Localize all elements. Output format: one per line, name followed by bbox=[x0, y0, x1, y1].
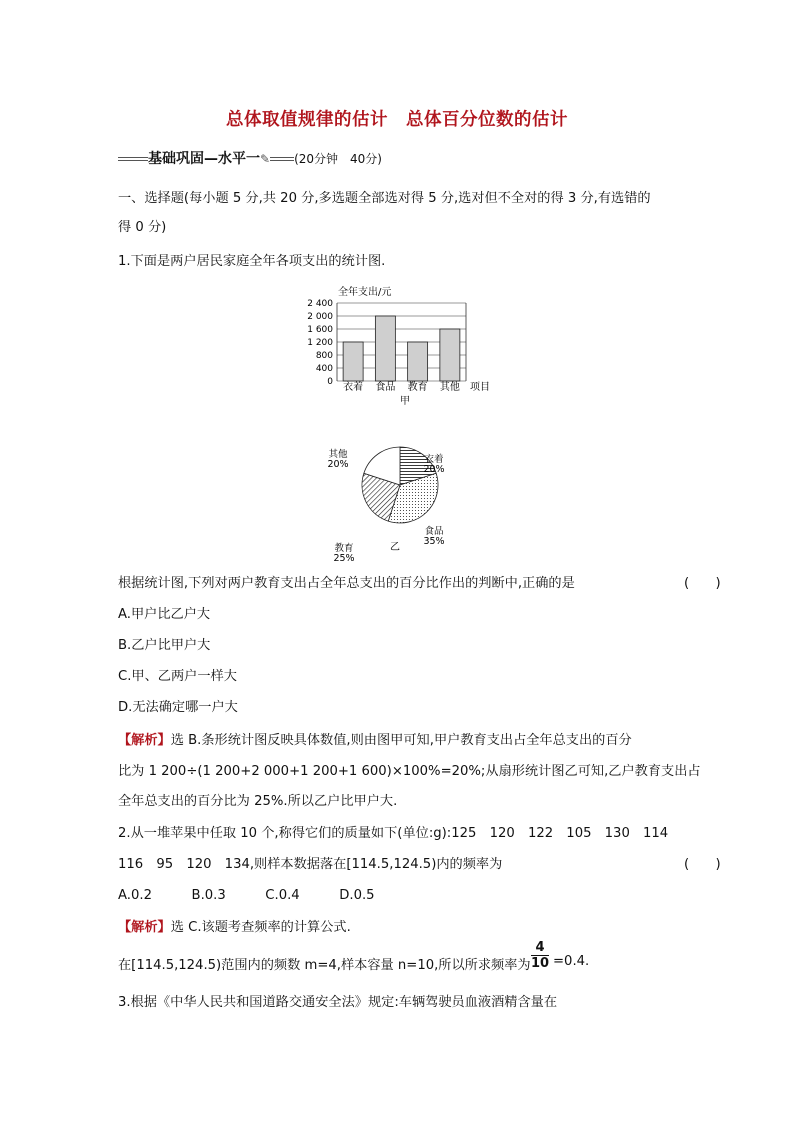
bar-chart-caption: 甲 bbox=[400, 396, 410, 407]
bar-chart-title: 全年支出/元 bbox=[338, 287, 392, 298]
q2-analysis-line1 bbox=[118, 916, 351, 935]
q2-options: A.0.2 B.0.3 C.0.4 D.0.5 bbox=[118, 888, 375, 903]
pie-label: 教育 bbox=[334, 543, 354, 554]
bar-xtick-label: 食品 bbox=[375, 382, 396, 393]
q3-line1: 3.根据《中华人民共和国道路交通安全法》规定:车辆驾驶员血液酒精含量在 bbox=[118, 995, 558, 1010]
bar-chart-jia bbox=[300, 283, 500, 408]
q1-analysis-line1 bbox=[118, 729, 632, 748]
q1-analysis-label: 【解析】 bbox=[118, 733, 171, 748]
section-header bbox=[118, 148, 382, 168]
bar-ytick-label: 2 400 bbox=[307, 299, 333, 309]
pie-value-label: 20% bbox=[327, 459, 349, 470]
bar-食品 bbox=[375, 316, 395, 381]
bar-xtick-label: 教育 bbox=[407, 382, 428, 393]
pie-label: 其他 bbox=[328, 449, 348, 460]
bar-chart-bars bbox=[343, 316, 460, 381]
section-rule-right bbox=[270, 157, 294, 161]
q1-analysis-text1: 选 B.条形统计图反映具体数值,则由图甲可知,甲户教育支出占全年总支出的百分 bbox=[170, 733, 632, 748]
pie-value-label: 25% bbox=[333, 553, 355, 564]
q2-analysis-tail: =0.4. bbox=[553, 954, 590, 969]
bar-chart-xlabel: 项目 bbox=[470, 382, 490, 393]
bar-衣着 bbox=[343, 342, 363, 381]
page-title: 总体取值规律的估计 总体百分位数的估计 bbox=[226, 110, 568, 130]
q1-answer-bracket: ( ) bbox=[684, 576, 721, 591]
pencil-icon: ✎ bbox=[260, 152, 271, 166]
bar-ytick-label: 2 000 bbox=[307, 312, 333, 322]
section-label: 基础巩固—水平一 bbox=[148, 151, 260, 167]
pie-value-label: 35% bbox=[423, 536, 445, 547]
bar-其他 bbox=[440, 329, 460, 381]
bar-chart-yticks bbox=[307, 299, 333, 387]
bar-xtick-label: 其他 bbox=[439, 382, 460, 393]
pie-label: 衣着 bbox=[424, 454, 444, 465]
bar-ytick-label: 1 600 bbox=[307, 325, 333, 335]
pie-value-label: 20% bbox=[423, 464, 445, 475]
q2-fraction-numerator: 4 bbox=[535, 940, 545, 955]
q1-option-d: D.无法确定哪一户大 bbox=[118, 700, 238, 715]
section-rule-left bbox=[118, 157, 148, 161]
q1-stem: 1.下面是两户居民家庭全年各项支出的统计图. bbox=[118, 254, 386, 269]
bar-ytick-label: 1 200 bbox=[307, 338, 333, 348]
bar-chart-xlabels bbox=[343, 380, 460, 393]
q1-option-a: A.甲户比乙户大 bbox=[118, 607, 211, 622]
q1-question: 根据统计图,下列对两户教育支出占全年总支出的百分比作出的判断中,正确的是 bbox=[118, 576, 575, 591]
pie-chart-caption: 乙 bbox=[390, 542, 400, 553]
bar-ytick-label: 400 bbox=[315, 364, 333, 374]
q2-analysis-label: 【解析】 bbox=[118, 920, 171, 935]
q1-option-c: C.甲、乙两户一样大 bbox=[118, 669, 237, 684]
q2-line2: 116 95 120 134,则样本数据落在[114.5,124.5)内的频率为 bbox=[118, 857, 503, 872]
bar-教育 bbox=[408, 342, 428, 381]
q2-fraction bbox=[531, 940, 549, 971]
bar-ytick-label: 0 bbox=[327, 377, 333, 387]
q2-fraction-denominator: 10 bbox=[531, 956, 550, 971]
part1-line2: 得 0 分) bbox=[118, 220, 167, 235]
part1-line1: 一、选择题(每小题 5 分,共 20 分,多选题全部选对得 5 分,选对但不全对的得 3 分,有选错的 bbox=[118, 191, 651, 206]
q1-analysis-line2: 比为 1 200÷(1 200+2 000+1 200+1 600)×100%=20%;从扇形统计图乙可知,乙户教育支出占 bbox=[118, 764, 701, 779]
pie-chart-yi bbox=[327, 425, 470, 564]
q2-line1: 2.从一堆苹果中任取 10 个,称得它们的质量如下(单位:g):125 120 122 105 130 114 bbox=[118, 826, 669, 841]
q1-option-b: B.乙户比甲户大 bbox=[118, 638, 211, 653]
q2-analysis-text1: 选 C.该题考查频率的计算公式. bbox=[170, 920, 351, 935]
bar-xtick-label: 衣着 bbox=[343, 382, 364, 393]
q2-analysis-line2: 在[114.5,124.5)范围内的频数 m=4,样本容量 n=10,所以所求频率为 bbox=[118, 958, 531, 973]
section-time: (20分钟 40分) bbox=[294, 152, 382, 166]
bar-ytick-label: 800 bbox=[315, 351, 333, 361]
q2-answer-bracket: ( ) bbox=[684, 857, 721, 872]
q1-analysis-line3: 全年总支出的百分比为 25%.所以乙户比甲户大. bbox=[118, 794, 398, 809]
pie-label: 食品 bbox=[424, 526, 444, 537]
